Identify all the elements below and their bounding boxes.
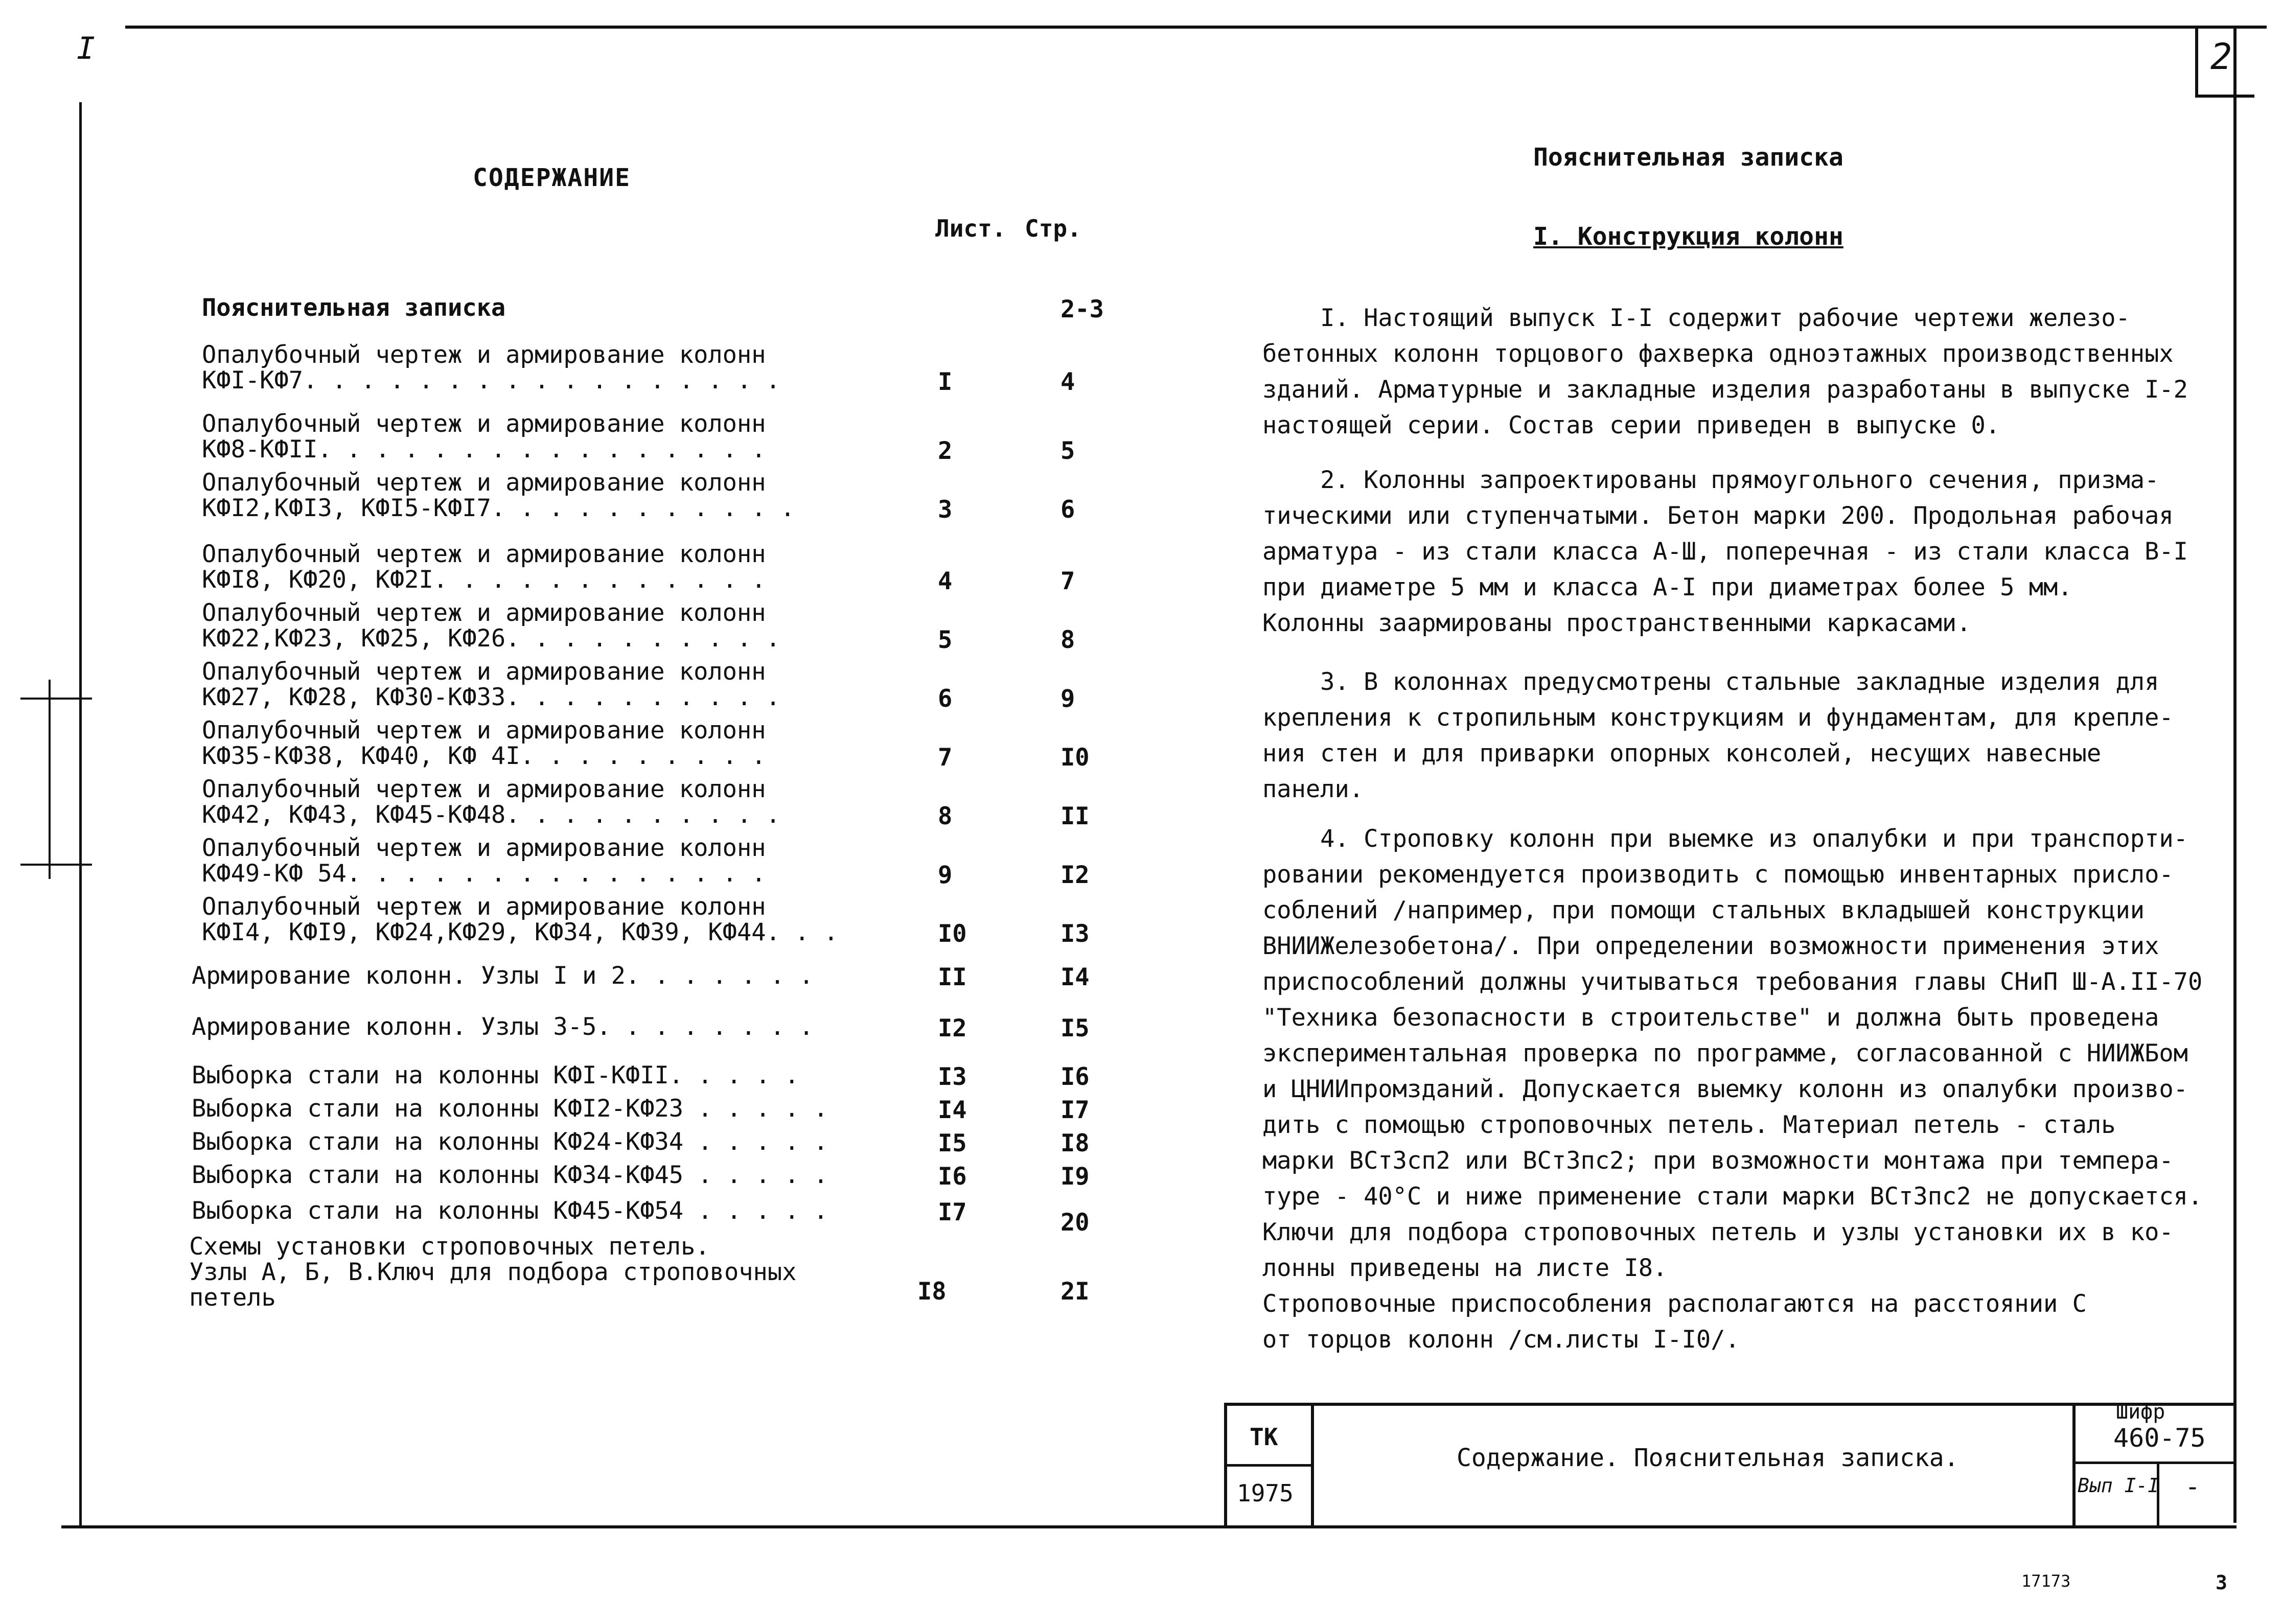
tb-series: 460-75 (2113, 1423, 2206, 1453)
contents-list: Пояснительная записка 2-3 Опалубочный чертеж и армирование колонн КФI-КФ7. . . . . . . . . . . . . . . . . I 4 Опалубочный чертеж и армирование колонн КФ8-КФII. . . . . . . . . . . . . . . . 2 5 Опалубочный чертеж и армирование колонн КФI2,КФI3, КФI5-КФI7. . . . . . . . . . . 3 6 Опалубочный чертеж и армирование колонн КФI8, КФ20, КФ2I. . . . . . . . . . . . 4 7 Опалубочный чертеж и армирование колонн КФ22,КФ23, КФ25, КФ26. . . . . . . . . . 5 8 Опалубочный чертеж и армирование колонн КФ27, КФ28, КФ30-КФ33. . . . . . . . . . 6 9 Опалубочный чертеж и армирование колонн КФ35-КФ38, КФ40, КФ 4I. . . . . . . . . 7 I0 Опалубочный чертеж и армирование колонн КФ42, КФ43, КФ45-КФ48. . . . . . . . . . 8 II Опалубочный чертеж и армирование колонн КФ49-КФ 54. . . . . . . . . . . . . . . 9 I2 Опалубочный чертеж и армирование колонн КФI4, КФI9, КФ24,КФ29, КФ34, КФ39, КФ44. . . I0 I3 Армирование колонн. Узлы I и 2. . . . . . . II I4 Армирование колонн. Узлы 3-5. . . . . . . . I2 I5 Выборка стали на колонны КФI-КФII. . . . . I3 I6 Выборка стали на колонны КФI2-КФ23 . . . . . I4 I7 Выборка стали на колонны КФ24-КФ34 . . . . . I5 I8 Выборка стали на колонны КФ34-КФ45 . . . . . I6 I9 Выборка стали на колонны КФ45-КФ54 . . . . . I7 20 Схемы установки строповочных петель. Узлы А, Б, В.Ключ для подбора строповочных петель I8 2I (189, 294, 1104, 1312)
tb-issue: Вып I-I (2078, 1474, 2160, 1497)
margin-mark: I (77, 31, 96, 66)
crop-mark-2 (20, 864, 92, 866)
tb-dash: - (2185, 1472, 2201, 1501)
paragraph-4: 4. Строповку колонн при выемке из опалубки и при транспорти- ровании рекомендуется производить с помощью инвентарных присло- соблений /например, при помощи стальных вкладышей конструкции ВНИИЖелезобетона/. При определении возможности применения этих приспособлений должны учитываться требования главы СНиП Ш-А.II-70 "Техника безопасности в строительстве" и должна быть проведена экспериментальная проверка по программе, согласованной с НИИЖБом и ЦНИИпромзданий. Допускается выемку колонн из опалубки произво- дить с помощью строповочных петель. Материал петель - сталь марки ВСт3сп2 или ВСт3пс2; при возможности монтажа при темпера- туре - 40°С и ниже применение стали марки ВСт3пс2 не допускается. Ключи для подбора строповочных петель и узлы установки их в ко- лонны приведены на листе I8. Строповочные приспособления располагаются на расстоянии С от торцов колонн /см.листы I-I0/. (1262, 825, 2203, 1354)
tb-divider-4 (2072, 1461, 2233, 1464)
contents-col-page: Стр. (1025, 215, 1081, 242)
contents-title: СОДЕРЖАНИЕ (473, 164, 631, 192)
frame-right (2233, 26, 2237, 1523)
tb-org: ТК (1250, 1423, 1278, 1451)
section-number (1533, 222, 1843, 251)
tb-divider-3 (2072, 1403, 2076, 1525)
archive-number: 17173 (2021, 1571, 2071, 1591)
sheet-number: 2 (2210, 36, 2232, 78)
paragraph-1: I. Настоящий выпуск I-I содержит рабочие чертежи железо- бетонных колонн торцового фахверка одноэтажных производственных зданий. Арматурные и закладные изделия разработаны в выпуске I-2 настоящей серии. Состав серии приведен в выпуске 0. (1262, 304, 2188, 439)
tb-caption: Содержание. Пояснительная записка. (1457, 1444, 1959, 1472)
page-number: 3 (2216, 1571, 2227, 1594)
paragraph-3: 3. В колоннах предусмотрены стальные закладные изделия для крепления к стропильным конструкциям и фундаментам, для крепле- ния стен и для приварки опорных консолей, несущих навесные панели. (1262, 668, 2174, 803)
note-title: Пояснительная записка (1533, 143, 1843, 172)
crop-mark-1 (20, 698, 92, 700)
tb-year: 1975 (1237, 1479, 1294, 1507)
section-title: I. Конструкция колонн (1533, 222, 1843, 251)
crop-mark-v (49, 680, 51, 879)
tb-divider-2 (1224, 1464, 1313, 1467)
contents-col-sheet: Лист. (935, 215, 1006, 242)
tb-series-label: Шифр (2116, 1400, 2165, 1424)
frame-left-tick (79, 102, 82, 1528)
paragraph-2: 2. Колонны запроектированы прямоугольного сечения, призма- тическими или ступенчатыми. Бетон марки 200. Продольная рабочая арматура - из стали класса А-Ш, поперечная - из стали класса В-I при диаметре 5 мм и класса А-I при диаметрах более 5 мм. Колонны заармированы пространственными каркасами. (1262, 466, 2188, 637)
